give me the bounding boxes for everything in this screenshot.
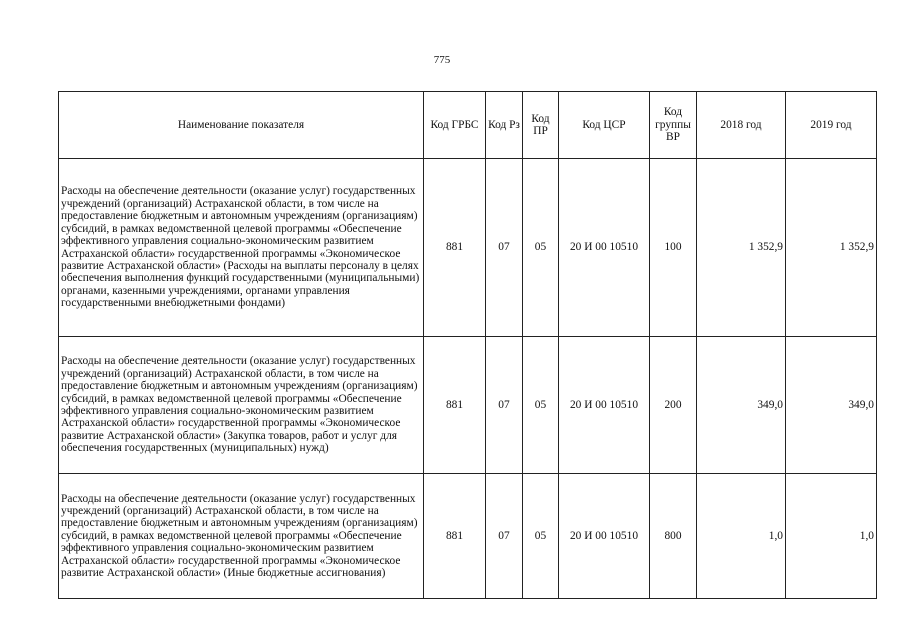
table-row xyxy=(59,337,877,474)
row-vr: 800 xyxy=(650,474,697,599)
row-2018: 1,0 xyxy=(697,474,786,599)
row-csr: 20 И 00 10510 xyxy=(559,159,650,337)
table-row xyxy=(59,159,877,337)
header-rz: Код Рз xyxy=(486,92,523,159)
row-vr: 200 xyxy=(650,337,697,474)
row-2019: 349,0 xyxy=(786,337,877,474)
table-row xyxy=(59,474,877,599)
row-2018: 349,0 xyxy=(697,337,786,474)
row-pr: 05 xyxy=(523,474,559,599)
row-name: Расходы на обеспечение деятельности (оказание услуг) государственных учреждений (организаций) Астраханской области, в том числе на предоставление бюджетным и автономным учреждениям (организациям) субсидий, в рамках ведомственной целевой программы «Обеспечение эффективного управления социально-экономическим развитием Астраханской области» государственной программы «Экономическое развитие Астраханской области» (Закупка товаров, работ и услуг для обеспечения государственных (муниципальных) нужд) xyxy=(59,337,424,474)
row-rz: 07 xyxy=(486,474,523,599)
row-csr: 20 И 00 10510 xyxy=(559,337,650,474)
header-pr: Код ПР xyxy=(523,92,559,159)
header-csr: Код ЦСР xyxy=(559,92,650,159)
row-grbs: 881 xyxy=(424,159,486,337)
header-vr: Код группы ВР xyxy=(650,92,697,159)
row-2019: 1 352,9 xyxy=(786,159,877,337)
row-pr: 05 xyxy=(523,337,559,474)
header-name: Наименование показателя xyxy=(59,92,424,159)
header-2018: 2018 год xyxy=(697,92,786,159)
row-vr: 100 xyxy=(650,159,697,337)
row-name: Расходы на обеспечение деятельности (оказание услуг) государственных учреждений (организаций) Астраханской области, в том числе на предоставление бюджетным и автономным учреждениям (организациям) субсидий, в рамках ведомственной целевой программы «Обеспечение эффективного управления социально-экономическим развитием Астраханской области» государственной программы «Экономическое развитие Астраханской области» (Иные бюджетные ассигнования) xyxy=(59,474,424,599)
budget-table xyxy=(58,91,877,599)
page-number: 775 xyxy=(433,54,451,66)
header-grbs: Код ГРБС xyxy=(424,92,486,159)
row-pr: 05 xyxy=(523,159,559,337)
row-rz: 07 xyxy=(486,159,523,337)
row-name: Расходы на обеспечение деятельности (оказание услуг) государственных учреждений (организаций) Астраханской области, в том числе на предоставление бюджетным и автономным учреждениям (организациям) субсидий, в рамках ведомственной целевой программы «Обеспечение эффективного управления социально-экономическим развитием Астраханской области» государственной программы «Экономическое развитие Астраханской области» (Расходы на выплаты персоналу в целях обеспечения выполнения функций государственными (муниципальными) органами, казенными учреждениями, органами управления государственными внебюджетными фондами) xyxy=(59,159,424,337)
row-rz: 07 xyxy=(486,337,523,474)
header-row xyxy=(59,92,877,159)
row-2019: 1,0 xyxy=(786,474,877,599)
row-grbs: 881 xyxy=(424,474,486,599)
row-2018: 1 352,9 xyxy=(697,159,786,337)
header-2019: 2019 год xyxy=(786,92,877,159)
row-csr: 20 И 00 10510 xyxy=(559,474,650,599)
row-grbs: 881 xyxy=(424,337,486,474)
